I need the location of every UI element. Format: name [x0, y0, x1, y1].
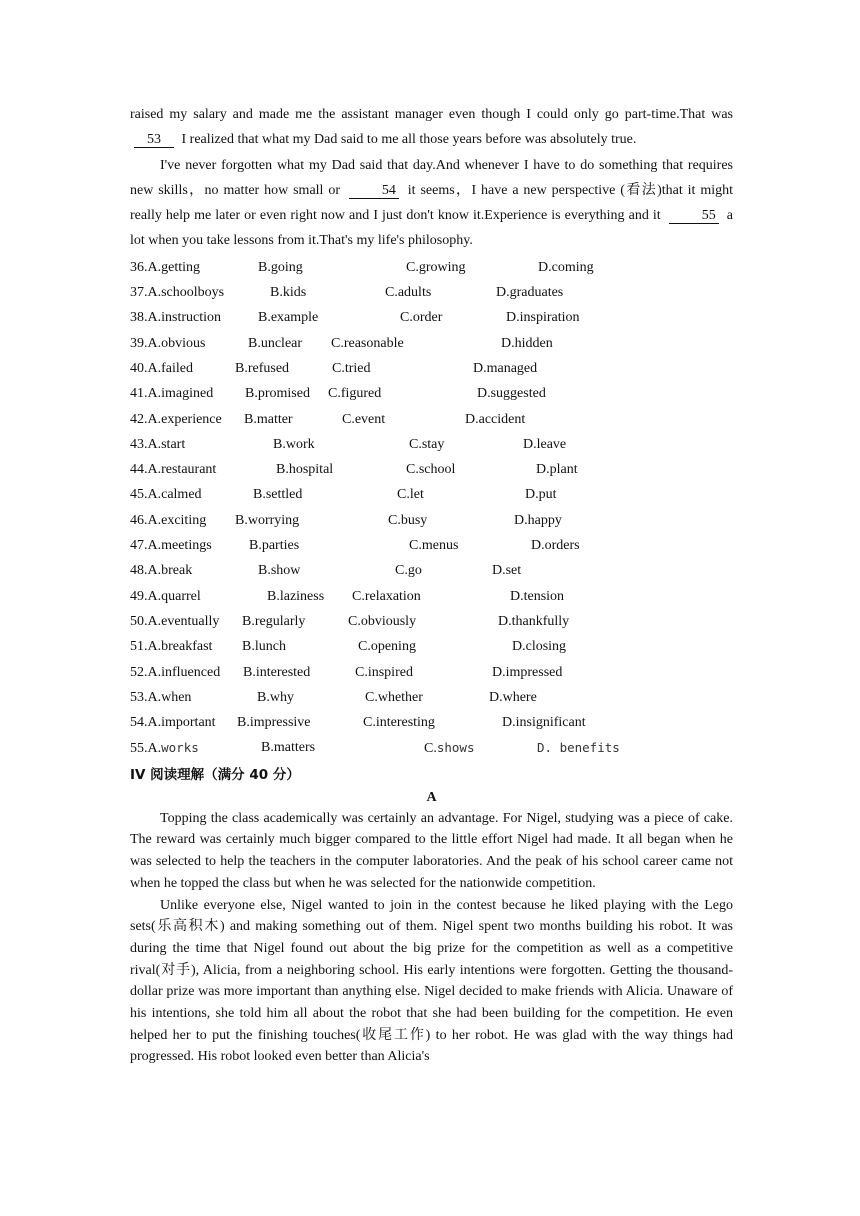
option-52-c: C.inspired [355, 664, 413, 680]
option-46-b: B.worrying [235, 512, 300, 528]
option-row-51 [130, 634, 733, 659]
option-row-36 [130, 255, 733, 280]
option-39-c: C.reasonable [331, 335, 404, 351]
option-37-d: D.graduates [496, 285, 564, 301]
option-row-39 [130, 331, 733, 356]
paragraph-2 [130, 153, 733, 254]
option-48-c: C.go [395, 563, 422, 579]
option-row-40 [130, 356, 733, 381]
option-row-48 [130, 558, 733, 583]
option-row-55 [130, 735, 733, 760]
option-40-a: 40.A.failed [130, 360, 193, 376]
option-38-a: 38.A.instruction [130, 310, 221, 326]
option-47-b: B.parties [249, 538, 300, 554]
document-page [130, 102, 733, 1068]
option-51-c: C.opening [358, 639, 416, 655]
option-54-a: 54.A.important [130, 715, 216, 731]
blank-54: 54 [349, 183, 399, 199]
paragraph-1-text-b: I realized that what my Dad said to me all those years before was absolutely true. [181, 132, 637, 148]
option-row-52 [130, 660, 733, 685]
option-44-d: D.plant [536, 462, 578, 478]
options-list [130, 255, 733, 761]
option-38-b: B.example [258, 310, 319, 326]
option-43-a: 43.A.start [130, 436, 186, 452]
blank-53: 53 [134, 132, 174, 148]
option-41-d: D.suggested [477, 386, 546, 402]
option-37-a: 37.A.schoolboys [130, 285, 225, 301]
option-46-c: C.busy [388, 512, 428, 528]
option-47-d: D.orders [531, 538, 580, 554]
option-37-c: C.adults [385, 285, 432, 301]
option-36-c: C.growing [406, 259, 466, 275]
option-42-c: C.event [342, 411, 386, 427]
option-38-c: C.order [400, 310, 443, 326]
option-45-c: C.let [397, 487, 424, 503]
option-55-d: D. benefits [537, 740, 620, 756]
option-41-c: C.figured [328, 386, 382, 402]
option-48-d: D.set [492, 563, 522, 579]
option-44-b: B.hospital [276, 462, 334, 478]
option-51-b: B.lunch [242, 639, 286, 655]
option-51-a: 51.A.breakfast [130, 639, 213, 655]
option-54-c: C.interesting [363, 715, 435, 731]
option-row-43 [130, 432, 733, 457]
option-row-50 [130, 609, 733, 634]
option-39-b: B.unclear [248, 335, 303, 351]
option-row-41 [130, 381, 733, 406]
paragraph-2-text-a: I've never forgotten what my Dad said that day.And whenever I have to do something that requires new skills，no matter how small or [130, 157, 733, 198]
paragraph-2-text-b: it seems，I have a new perspective (看法)that it might really help me later or even right now and I just don't know it.Experience is everything and it [130, 182, 733, 224]
option-41-a: 41.A.imagined [130, 386, 214, 402]
option-44-a: 44.A.restaurant [130, 462, 217, 478]
option-41-b: B.promised [245, 386, 310, 402]
option-50-a: 50.A.eventually [130, 613, 220, 629]
option-50-b: B.regularly [242, 613, 306, 629]
option-39-a: 39.A.obvious [130, 335, 206, 351]
option-36-b: B.going [258, 259, 303, 275]
option-49-b: B.laziness [267, 588, 325, 604]
option-40-d: D.managed [473, 360, 538, 376]
option-row-45 [130, 482, 733, 507]
option-54-b: B.impressive [237, 715, 311, 731]
option-49-d: D.tension [510, 588, 565, 604]
option-45-b: B.settled [253, 487, 303, 503]
option-46-a: 46.A.exciting [130, 512, 207, 528]
option-53-d: D.where [489, 689, 537, 705]
option-row-49 [130, 584, 733, 609]
option-42-b: B.matter [244, 411, 293, 427]
option-49-c: C.relaxation [352, 588, 421, 604]
option-46-d: D.happy [514, 512, 562, 528]
option-50-c: C.obviously [348, 613, 417, 629]
option-48-a: 48.A.break [130, 563, 193, 579]
option-36-a: 36.A.getting [130, 259, 200, 275]
blank-55: 55 [669, 208, 719, 224]
option-38-d: D.inspiration [506, 310, 580, 326]
paragraph-1-text-a: raised my salary and made me the assistant manager even though I could only go part-time.That was [130, 107, 733, 122]
option-row-37 [130, 280, 733, 305]
option-40-b: B.refused [235, 360, 290, 376]
option-37-b: B.kids [270, 285, 307, 301]
option-50-d: D.thankfully [498, 613, 570, 629]
option-row-38 [130, 305, 733, 330]
option-55-b: B.matters [261, 740, 316, 756]
passage-paragraph-1: Topping the class academically was certainly an advantage. For Nigel, studying was a piece of cake. The reward was certainly much bigger compared to the little effort Nigel had made. It all began when he was selected to help the teachers in the computer laboratories. And the peak of his school career came not when he topped the class but when he was selected for the nationwide competition. [130, 810, 733, 891]
option-49-a: 49.A.quarrel [130, 588, 201, 604]
option-52-a: 52.A.influenced [130, 664, 221, 680]
option-48-b: B.show [258, 563, 301, 579]
option-36-d: D.coming [538, 259, 594, 275]
option-42-a: 42.A.experience [130, 411, 222, 427]
option-39-d: D.hidden [501, 335, 553, 351]
paragraph-1 [130, 102, 733, 153]
option-row-44 [130, 457, 733, 482]
option-55-a: 55.A.works [130, 740, 199, 757]
option-42-d: D.accident [465, 411, 526, 427]
option-43-b: B.work [273, 436, 315, 452]
option-45-a: 45.A.calmed [130, 487, 202, 503]
option-52-d: D.impressed [492, 664, 563, 680]
paragraph-2-text-c: a lot when you take lessons from it.That's my life's philosophy. [130, 208, 734, 249]
option-row-54 [130, 710, 733, 735]
option-51-d: D.closing [512, 639, 567, 655]
option-54-d: D.insignificant [502, 715, 586, 731]
passage-paragraph-2: Unlike everyone else, Nigel wanted to join in the contest because he liked playing with the Lego sets(乐高积木) and making something out of them. Nigel spent two months building his robot. It was during the time that Nigel found out about the big prize for the competition as well as a competitive rival(对手), Alicia, from a neighboring school. His early intentions were forgotten. Getting the thousand-dollar prize was more important than anything else. Nigel decided to make friends with Alicia. Unaware of his intentions, she told him all about the robot that she had been building for the competition. He even helped her to put the finishing touches(收尾工作) to her robot. He was glad with the way things had progressed. His robot looked even better than Alicia's [130, 897, 733, 1065]
option-53-b: B.why [257, 689, 294, 705]
option-43-d: D.leave [523, 436, 567, 452]
option-47-c: C.menus [409, 538, 459, 554]
option-53-c: C.whether [365, 689, 423, 705]
section-heading: IV 阅读理解（满分 40 分） [130, 766, 300, 783]
option-43-c: C.stay [409, 436, 445, 452]
option-45-d: D.put [525, 487, 557, 503]
option-40-c: C.tried [332, 360, 371, 376]
option-row-53 [130, 685, 733, 710]
option-52-b: B.interested [243, 664, 311, 680]
option-row-47 [130, 533, 733, 558]
option-row-42 [130, 407, 733, 432]
passage-title: A [426, 789, 437, 805]
option-row-46 [130, 508, 733, 533]
option-44-c: C.school [406, 462, 456, 478]
option-55-c: C.shows [424, 740, 475, 757]
option-47-a: 47.A.meetings [130, 538, 212, 554]
option-53-a: 53.A.when [130, 689, 192, 705]
